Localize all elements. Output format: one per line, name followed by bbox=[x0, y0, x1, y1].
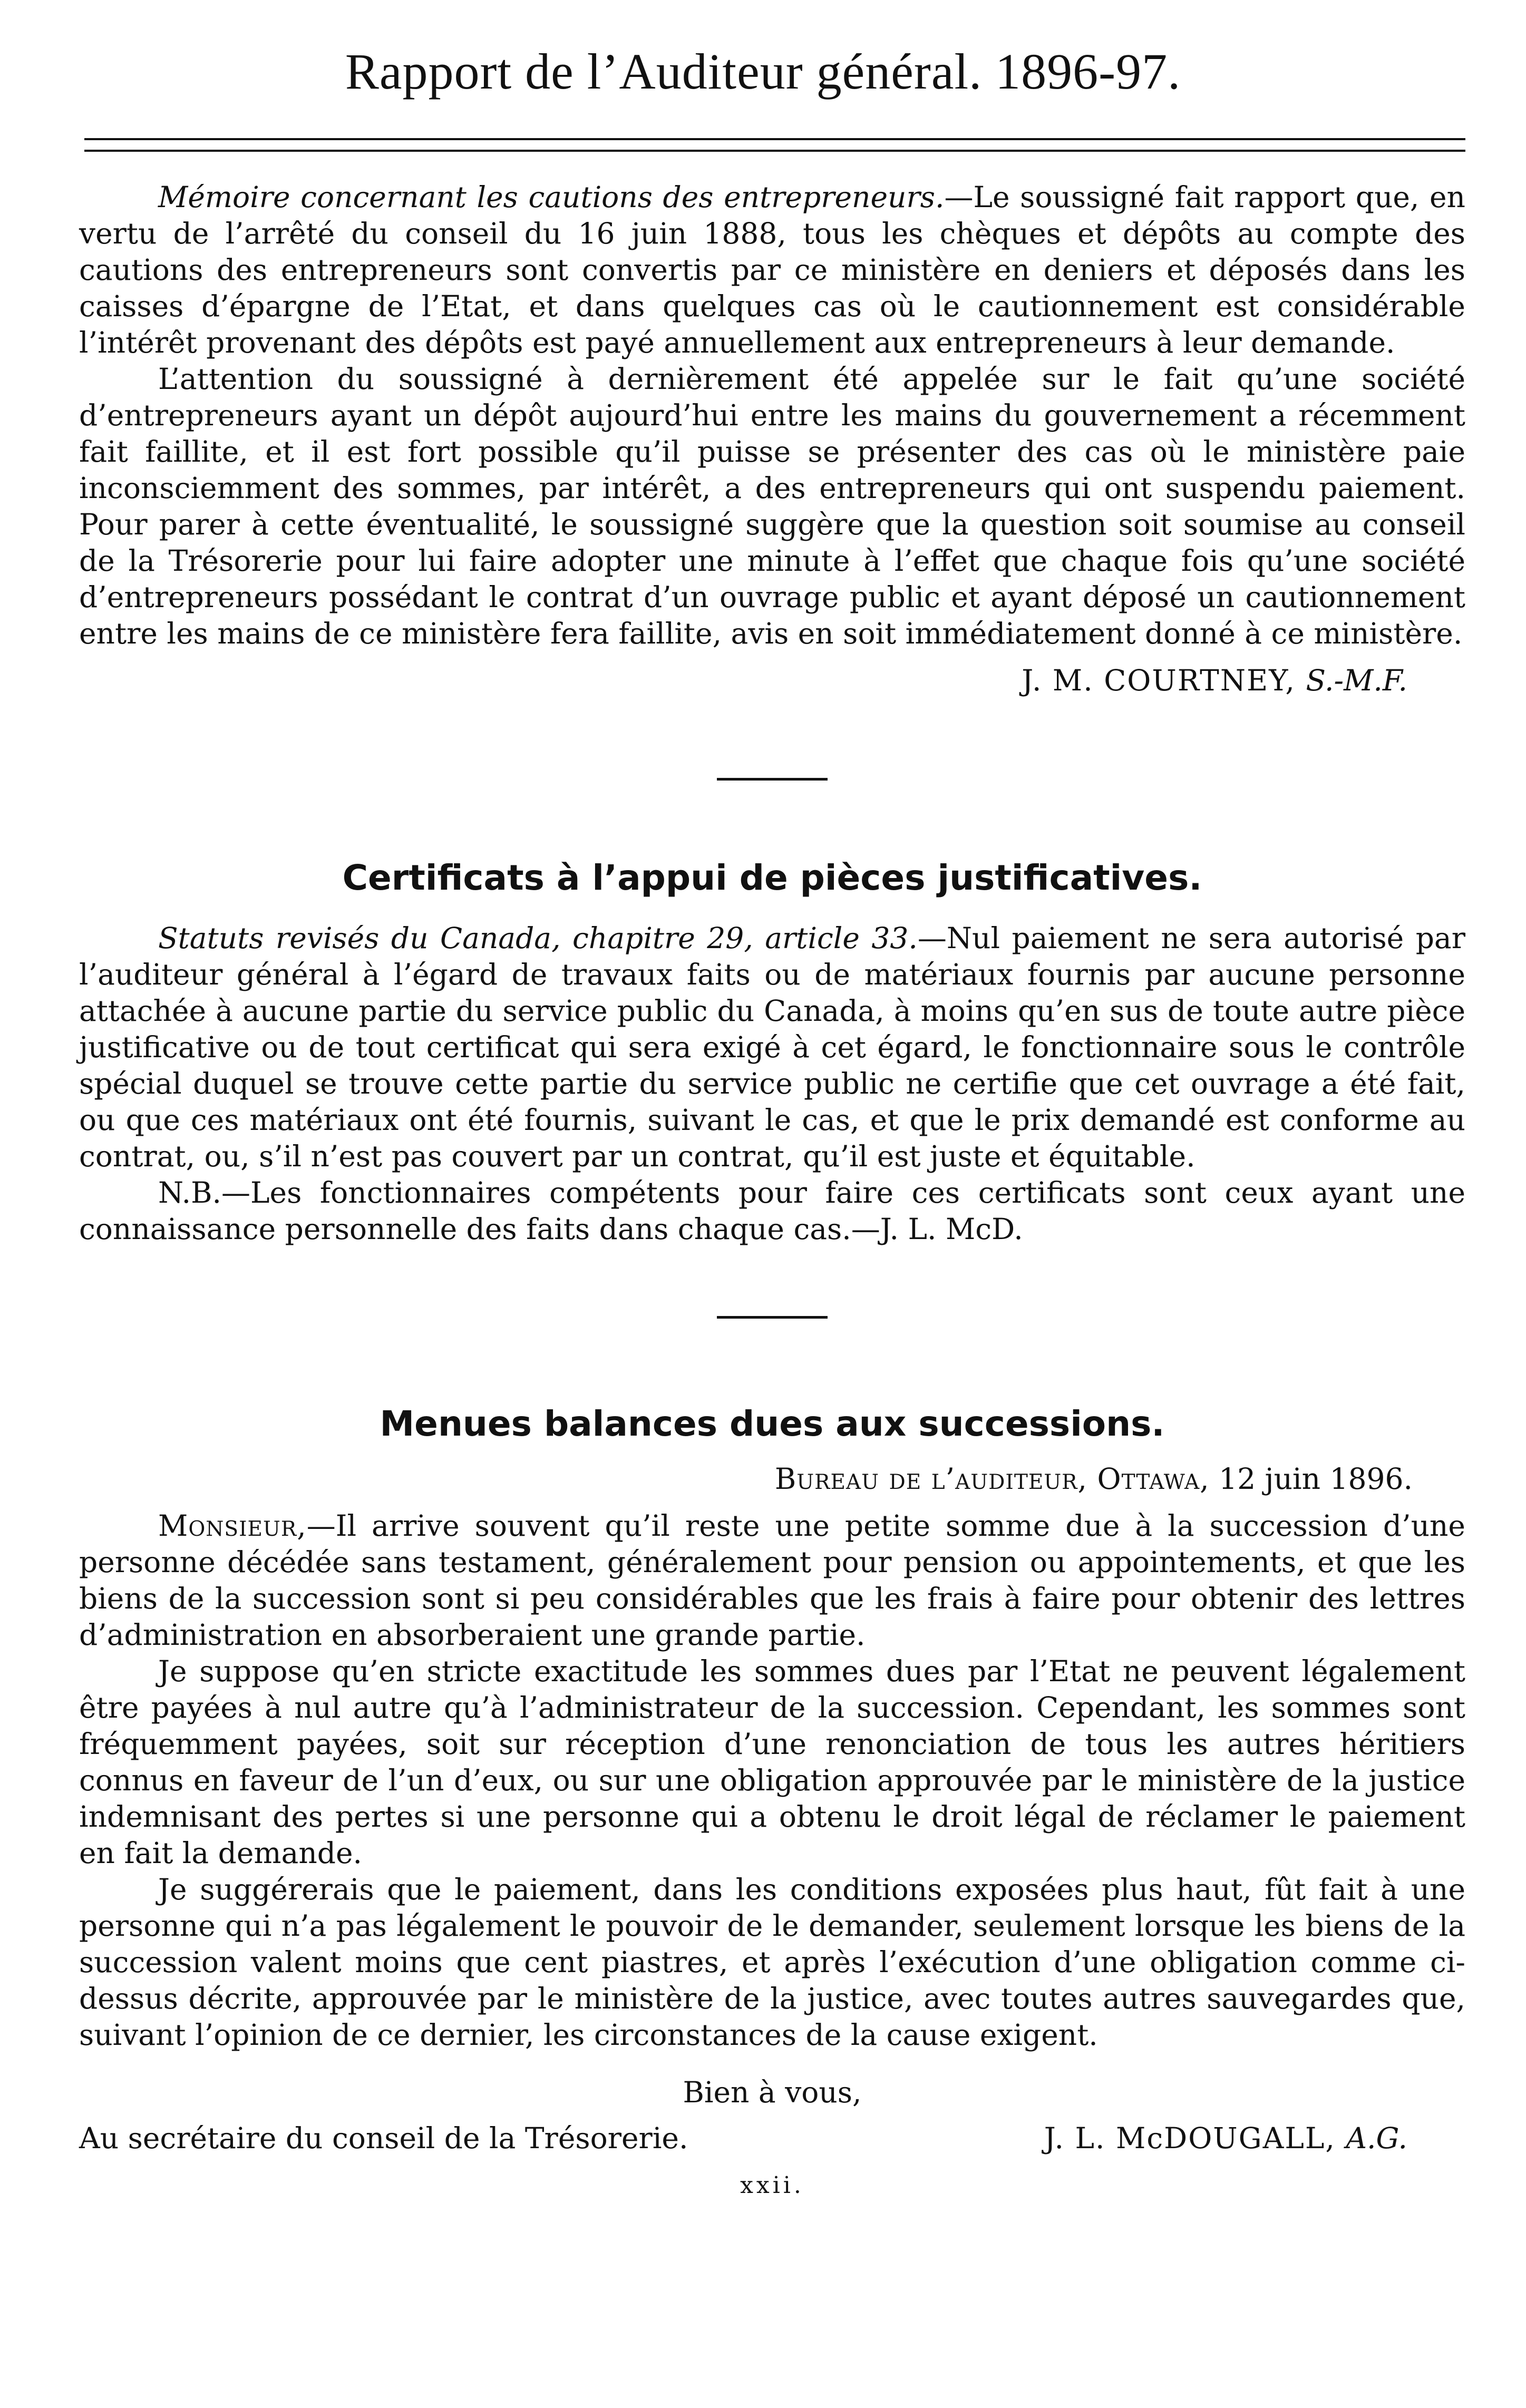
section3-heading: Menues balances dues aux successions. bbox=[380, 1403, 1165, 1444]
section3-dateline bbox=[79, 1461, 1413, 1497]
section3-final-line bbox=[79, 2120, 1465, 2157]
section3-closing: Bien à vous, bbox=[683, 2075, 862, 2109]
page-body bbox=[79, 179, 1465, 2204]
section3-paragraph-1 bbox=[79, 1508, 1465, 1653]
section2-heading: Certificats à l’appui de pièces justificatives. bbox=[342, 857, 1202, 898]
section1-lead: Mémoire concernant les cautions des entrepreneurs. bbox=[158, 180, 945, 214]
section2-paragraph-1 bbox=[79, 920, 1465, 1175]
section3-paragraph-1-text: —Il arrive souvent qu’il reste une petite somme due à la succession d’une personne décédée sans testament, généralement pour pension ou appointements, et que les biens de la succession sont si peu considérables que les frais à faire pour obtenir des lettres d’administration en absorberaient une grande partie. bbox=[79, 1509, 1465, 1652]
header-double-rule bbox=[84, 138, 1465, 152]
running-title: Rapport de l’Auditeur général. 1896-97. bbox=[345, 43, 1181, 100]
section3-salutation: Monsieur, bbox=[158, 1509, 307, 1543]
section1-paragraph-1-text: —Le soussigné fait rapport que, en vertu de l’arrêté du conseil du 16 juin 1888, tous les chèques et dépôts au compte des cautions des entrepreneurs sont convertis par ce ministère en deniers et déposés dans les caisses d’épargne de l’Etat, et dans quelques cas où le cautionnement est considérable l’intérêt provenant des dépôts est payé annuellement aux entrepreneurs à leur demande. bbox=[79, 180, 1465, 359]
section3-addressee: Au secrétaire du conseil de la Trésorerie. bbox=[79, 2121, 688, 2155]
section1-signature bbox=[79, 662, 1407, 699]
section3-signature-title: A.G. bbox=[1346, 2121, 1407, 2155]
section2-nb-paragraph: N.B.—Les fonctionnaires compétents pour faire ces certificats sont ceux ayant une connaissance personnelle des faits dans chaque cas.—J. L. McD. bbox=[79, 1176, 1465, 1246]
section2-paragraph-1-text: —Nul paiement ne sera autorisé par l’auditeur général à l’égard de travaux faits ou de matériaux fournis par aucune personne attachée à aucune partie du service public du Canada, à moins qu’en sus de toute autre pièce justificative ou de tout certificat qui sera exigé à cet égard, le fonctionnaire sous le contrôle spécial duquel se trouve cette partie du service public ne certifie que cet ouvrage a été fait, ou que ces matériaux ont été fournis, suivant le cas, et que le prix demandé est conforme au contrat, ou, s’il n’est pas couvert par un contrat, qu’il est juste et équitable. bbox=[79, 921, 1465, 1173]
section1-signature-title: S.-M.F. bbox=[1306, 664, 1407, 697]
section3-signature-name: J. L. McDOUGALL, bbox=[1044, 2121, 1336, 2155]
section3-paragraph-2: Je suppose qu’en stricte exactitude les sommes dues par l’Etat ne peuvent légalement être payées à nul autre qu’à l’administrateur de la succession. Cependant, les sommes sont fréquemment payées, soit sur réception d’une renonciation de tous les autres héritiers connus en faveur de l’un d’eux, ou sur une obligation approuvée par le ministère de la justice indemnisant des pertes si une personne qui a obtenu le droit légal de réclamer le paiement en fait la demande. bbox=[79, 1654, 1465, 1870]
section3-bureau-office: Bureau de l’auditeur, Ottawa, bbox=[774, 1462, 1210, 1496]
section3-paragraph-3: Je suggérerais que le paiement, dans les conditions exposées plus haut, fût fait à une personne qui n’a pas légalement le pouvoir de le demander, seulement lorsque les biens de la succession valent moins que cent piastres, et après l’exécution d’une obligation comme ci-dessus décrite, approuvée par le ministère de la justice, avec toutes autres sauvegardes que, suivant l’opinion de ce dernier, les circonstances de la cause exigent. bbox=[79, 1873, 1465, 2052]
section3-signature bbox=[1044, 2120, 1407, 2157]
section1-paragraph-1 bbox=[79, 179, 1465, 361]
page-folio: xxii. bbox=[740, 2172, 804, 2199]
section3-bureau-date: 12 juin 1896. bbox=[1219, 1462, 1413, 1496]
section1-paragraph-2: L’attention du soussigné à dernièrement été appelée sur le fait qu’une société d’entrepreneurs ayant un dépôt aujourd’hui entre les mains du gouvernement a récemment fait faillite, et il est fort possible qu’il puisse se présenter des cas où le ministère paie inconsciemment des sommes, par intérêt, a des entrepreneurs qui ont suspendu paiement. Pour parer à cette éventualité, le soussigné suggère que la question soit soumise au conseil de la Trésorerie pour lui faire adopter une minute à l’effet que chaque fois qu’une société d’entrepreneurs possédant le contrat d’un ouvrage public et ayant déposé un cautionnement entre les mains de ce ministère fera faillite, avis en soit immédiatement donné à ce ministère. bbox=[79, 362, 1465, 650]
section2-lead: Statuts revisés du Canada, chapitre 29, article 33. bbox=[158, 921, 918, 955]
section1-signature-name: J. M. COURTNEY, bbox=[1022, 664, 1296, 697]
